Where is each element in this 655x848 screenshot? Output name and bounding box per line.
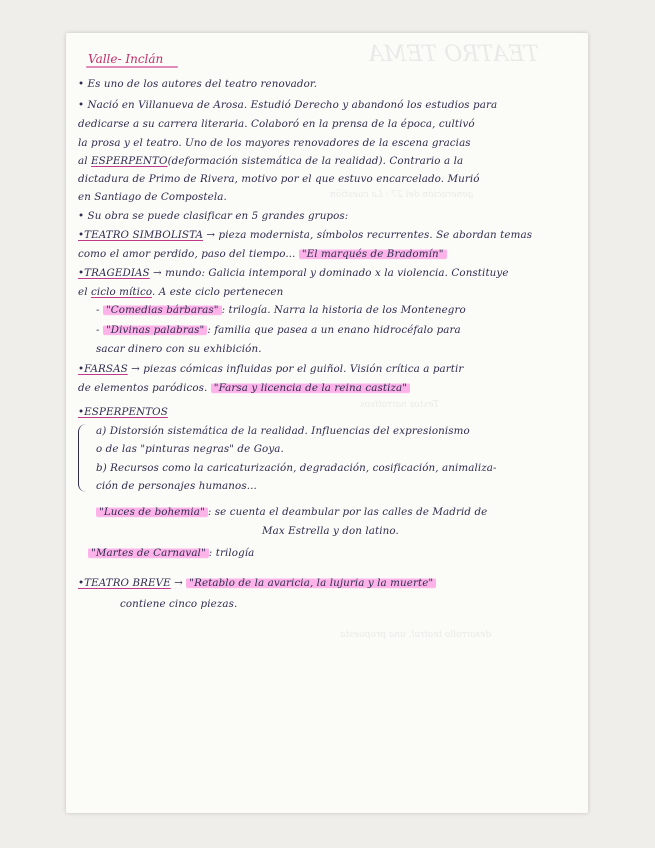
text-fragment: → mundo: Galicia intemporal y dominado x la violencia. Constituye <box>149 267 509 279</box>
heading-tragedias: •TRAGEDIAS <box>78 267 150 279</box>
note-line: en Santiago de Compostela. <box>78 191 227 203</box>
note-line <box>78 155 463 167</box>
text-fragment: → <box>170 577 187 589</box>
text-fragment: de elementos paródicos. <box>78 382 211 394</box>
note-line <box>96 506 487 518</box>
note-line: a) Distorsión sistemática de la realidad. Influencias del expresionismo <box>96 425 470 437</box>
heading-teatro-breve: •TEATRO BREVE <box>78 577 171 589</box>
text-fragment: : familia que pasea a un enano hidrocéfalo para <box>207 324 461 336</box>
note-line: b) Recursos como la caricaturización, degradación, cosificación, animaliza- <box>96 462 497 474</box>
highlight-title: "Divinas palabras" <box>103 324 207 336</box>
text-fragment: - <box>96 324 103 336</box>
title-underline <box>86 66 178 68</box>
note-line: dictadura de Primo de Rivera, motivo por el que estuvo encarcelado. Murió <box>78 173 480 185</box>
note-line <box>78 406 168 418</box>
text-fragment: - <box>96 304 103 316</box>
highlight-title: "Comedias bárbaras" <box>103 304 222 316</box>
ciclo-mitico-term: ciclo mítico <box>90 286 153 298</box>
note-line: • Es uno de los autores del teatro renovador. <box>78 78 318 90</box>
note-line <box>78 229 532 241</box>
text-fragment: como el amor perdido, paso del tiempo... <box>78 248 299 260</box>
note-line <box>78 382 410 394</box>
note-line <box>96 304 466 316</box>
note-line: Max Estrella y don latino. <box>262 525 399 537</box>
text-fragment: el <box>78 286 91 298</box>
text-fragment: : trilogía <box>208 547 255 559</box>
note-line: la prosa y el teatro. Uno de los mayores renovadores de la escena gracias <box>78 137 471 149</box>
note-line <box>88 547 254 559</box>
note-line <box>78 363 463 375</box>
text-fragment: : se cuenta el deambular por las calles de Madrid de <box>207 506 488 518</box>
note-line <box>78 286 283 298</box>
note-line: sacar dinero con su exhibición. <box>96 343 262 355</box>
note-line <box>78 248 447 260</box>
page-title: Valle- Inclán <box>88 52 164 66</box>
text-fragment: . A este ciclo pertenecen <box>152 286 284 298</box>
text-fragment: (deformación sistemática de la realidad). Contrario a la <box>167 155 464 167</box>
note-line: • Su obra se puede clasificar en 5 grandes grupos: <box>78 210 349 222</box>
text-fragment: → pieza modernista, símbolos recurrentes. Se abordan temas <box>203 229 533 241</box>
note-line: • Nació en Villanueva de Arosa. Estudió Derecho y abandonó los estudios para <box>78 99 498 111</box>
esperpento-term: ESPERPENTO <box>91 155 168 167</box>
text-fragment: → piezas cómicas influidas por el guiñol. Visión crítica a partir <box>127 363 464 375</box>
heading-teatro-simbolista: •TEATRO SIMBOLISTA <box>78 229 204 241</box>
brace-mark <box>78 424 88 492</box>
note-line <box>78 577 436 589</box>
highlight-title: "Luces de bohemia" <box>96 506 208 518</box>
note-line <box>96 324 461 336</box>
highlight-title: "Retablo de la avaricia, la lujuria y la muerte" <box>186 577 436 589</box>
heading-esperpentos: •ESPERPENTOS <box>78 406 168 418</box>
note-line: ción de personajes humanos... <box>96 480 257 492</box>
heading-farsas: •FARSAS <box>78 363 128 375</box>
highlight-title: "El marqués de Bradomín" <box>299 248 447 260</box>
text-fragment: : trilogía. Narra la historia de los Montenegro <box>221 304 466 316</box>
notebook-page <box>66 33 588 813</box>
note-line <box>78 267 509 279</box>
note-line: o de las "pinturas negras" de Goya. <box>96 443 284 455</box>
note-line: contiene cinco piezas. <box>120 598 238 610</box>
note-line: dedicarse a su carrera literaria. Colaboró en la prensa de la época, cultivó <box>78 118 475 130</box>
text-fragment: al <box>78 155 92 167</box>
highlight-title: "Farsa y licencia de la reina castiza" <box>211 382 410 394</box>
highlight-title: "Martes de Carnaval" <box>88 547 209 559</box>
